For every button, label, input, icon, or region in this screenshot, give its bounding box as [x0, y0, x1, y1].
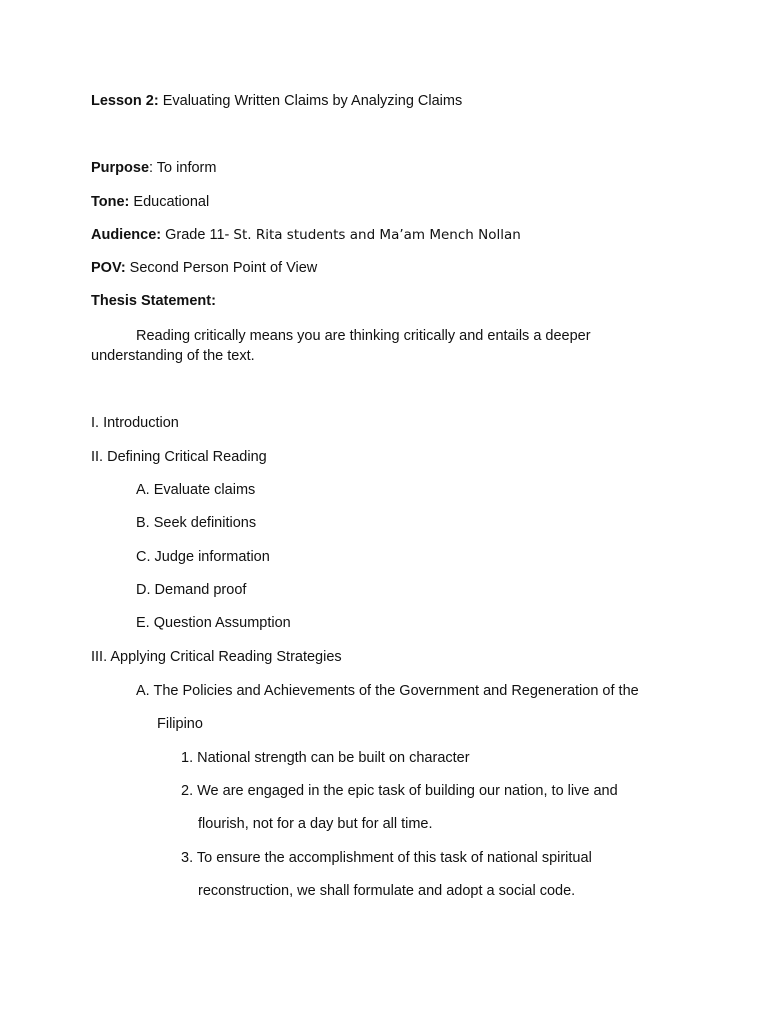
outline-ii-d: D. Demand proof [136, 582, 247, 598]
outline-iii-a-2-line-2: flourish, not for a day but for all time. [198, 816, 433, 832]
tone-label: Tone: [91, 194, 130, 210]
outline-iii-a-line-2: Filipino [157, 716, 203, 732]
purpose-label: Purpose [91, 160, 150, 176]
tone-line [91, 193, 209, 211]
outline-iii-a-3-line-2: reconstruction, we shall formulate and adopt a social code. [198, 883, 576, 899]
outline-iii: III. Applying Critical Reading Strategies [91, 649, 342, 665]
thesis-line-2: understanding of the text. [91, 348, 255, 364]
outline-iii-a-2-line-1: 2. We are engaged in the epic task of building our nation, to live and [181, 783, 618, 799]
pov-value: Second Person Point of View [125, 260, 318, 276]
purpose-value: : To inform [149, 160, 217, 176]
lesson-label: Lesson 2: [91, 93, 159, 109]
outline-iii-a-line-1: A. The Policies and Achievements of the Government and Regeneration of the [136, 683, 639, 699]
outline-ii: II. Defining Critical Reading [91, 449, 267, 465]
audience-value-b: St. Rita students and Ma’am Mench Nollan [233, 227, 521, 243]
pov-label: POV: [91, 260, 126, 276]
thesis-line-1: Reading critically means you are thinking critically and entails a deeper [136, 328, 591, 344]
outline-ii-a: A. Evaluate claims [136, 482, 256, 498]
outline-iii-a-1: 1. National strength can be built on character [181, 750, 470, 766]
thesis-label: Thesis Statement: [91, 293, 216, 309]
lesson-heading [91, 92, 462, 110]
outline-i: I. Introduction [91, 415, 179, 431]
outline-iii-a-3-line-1: 3. To ensure the accomplishment of this task of national spiritual [181, 850, 592, 866]
outline-ii-c: C. Judge information [136, 549, 270, 565]
audience-label: Audience: [91, 227, 162, 243]
tone-value: Educational [129, 194, 210, 210]
purpose-line [91, 159, 216, 177]
audience-line [91, 226, 521, 244]
lesson-title: Evaluating Written Claims by Analyzing Claims [158, 93, 463, 109]
outline-ii-e: E. Question Assumption [136, 615, 291, 631]
audience-value-a: Grade 11- [161, 227, 234, 243]
outline-ii-b: B. Seek definitions [136, 515, 257, 531]
pov-line [91, 259, 317, 277]
